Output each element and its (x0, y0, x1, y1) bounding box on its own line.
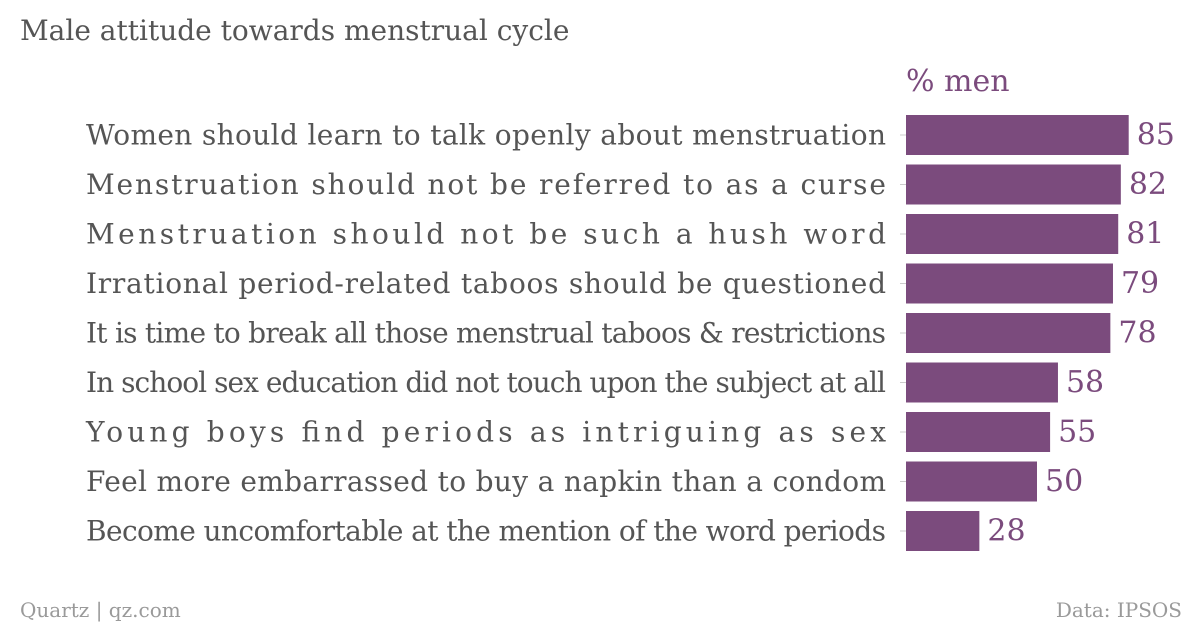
bar (906, 214, 1118, 254)
value-label: 28 (987, 513, 1026, 549)
category-label: Feel more embarrassed to buy a napkin than a condom (86, 465, 886, 498)
series-label: % men (906, 64, 1010, 99)
value-label: 55 (1058, 414, 1097, 450)
chart-title: Male attitude towards menstrual cycle (20, 14, 570, 47)
bar (906, 115, 1129, 155)
bar (906, 511, 979, 551)
bar (906, 313, 1110, 353)
bar (906, 165, 1121, 205)
value-label: 82 (1128, 167, 1168, 202)
bar (906, 412, 1050, 452)
bar (906, 363, 1058, 403)
category-label: Irrational period-related taboos should be questioned (86, 267, 886, 300)
category-label: Menstruation should not be such a hush word (86, 217, 886, 251)
value-label: 78 (1118, 315, 1157, 351)
category-label: Menstruation should not be referred to as a curse (86, 168, 886, 201)
footer-source: Quartz | qz.com (20, 598, 181, 622)
value-label: 79 (1120, 266, 1160, 301)
value-label: 58 (1065, 365, 1105, 400)
value-label: 85 (1136, 117, 1175, 153)
footer-data-credit: Data: IPSOS (1055, 598, 1182, 622)
category-label: It is time to break all those menstrual taboos & restrictions (86, 316, 886, 350)
bar (906, 264, 1113, 304)
category-label: In school sex education did not touch upon the subject at all (86, 366, 886, 399)
category-label: Women should learn to talk openly about menstruation (86, 118, 886, 152)
value-label: 50 (1045, 464, 1084, 499)
bar (906, 462, 1037, 502)
category-label: Become uncomfortable at the mention of the word periods (86, 514, 886, 548)
value-label: 81 (1126, 216, 1165, 252)
category-label: Young boys find periods as intriguing as sex (86, 415, 886, 449)
